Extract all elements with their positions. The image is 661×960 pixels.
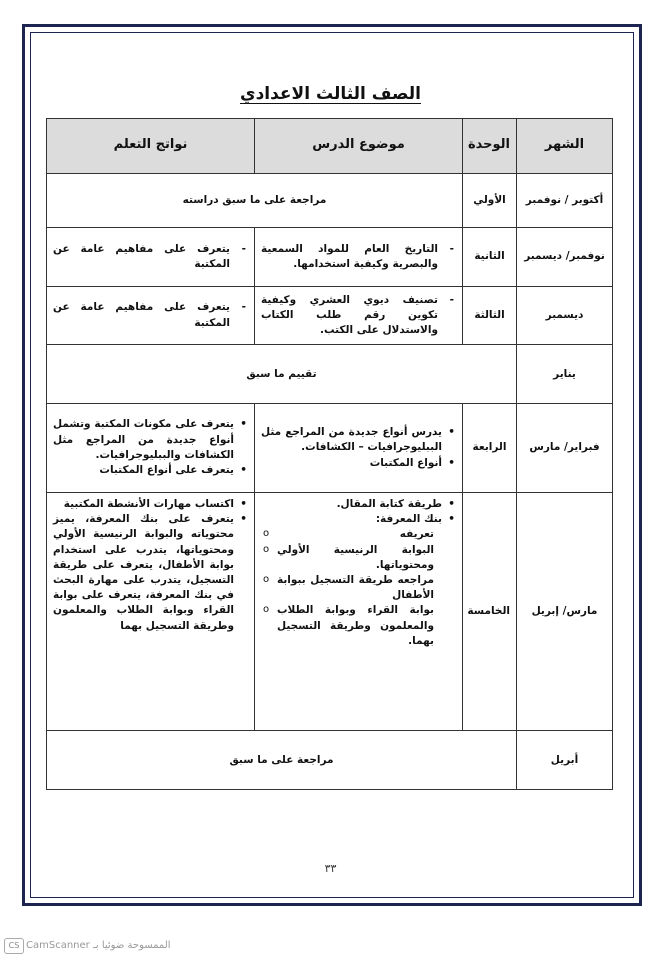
month-cell: فبراير/ مارس xyxy=(517,403,613,492)
list-item-label: بنك المعرفة: xyxy=(375,513,442,526)
scanner-watermark-text: الممسوحة ضوئيا بـ CamScanner xyxy=(26,940,171,951)
month-cell: ديسمبر xyxy=(517,286,613,345)
table-row xyxy=(47,492,613,730)
list-item: • يدرس أنواع جديدة من المراجع مثل الببليوجرافيات – الكشافات. xyxy=(261,425,456,455)
month-cell: مارس/ إبريل xyxy=(517,492,613,730)
list-item: - التاريخ العام للمواد السمعية والبصرية وكيفية استخدامها. xyxy=(261,242,456,272)
header-outcomes: نواتج التعلم xyxy=(47,119,255,174)
sub-list xyxy=(261,527,442,649)
sub-list-item: o البوابة الرنيسية الأولي ومحتوياتها. xyxy=(261,543,442,573)
topic-cell xyxy=(255,492,463,730)
page-number: ٣٣ xyxy=(324,862,337,875)
unit-cell: الثالثة xyxy=(463,286,517,345)
outcome-cell xyxy=(47,403,255,492)
table-row xyxy=(47,731,613,790)
month-cell: أكتوبر / نوفمبر xyxy=(517,173,613,228)
table-header-row xyxy=(47,119,613,174)
month-cell: نوفمبر/ ديسمبر xyxy=(517,228,613,287)
scanner-footer xyxy=(0,932,661,960)
outcome-cell xyxy=(47,492,255,730)
table-row xyxy=(47,345,613,404)
table-row xyxy=(47,403,613,492)
list-item: • طريقة كتابة المقال. xyxy=(261,497,456,512)
outcome-cell xyxy=(47,286,255,345)
header-month: الشهر xyxy=(517,119,613,174)
topic-cell xyxy=(255,403,463,492)
topic-cell xyxy=(255,228,463,287)
list-item: • يتعرف على بنك المعرفة، يميز محتوياته والبوابة الرنيسية الأولي ومحتوياتها، يتدرب على استخدام بوابة الأطفال، يتعرف على طريقة التسجيل، يتدرب على مهارة البحث في بنك المعرفة، يتعرف على بوابة القراء وبوابة الطلاب والمعلمون وطريقة التسجيل بهما xyxy=(53,512,248,634)
sub-list-item: o تعريفه xyxy=(261,527,442,542)
sub-list-item: o مراجعه طريقة التسجيل ببوابة الأطفال xyxy=(261,573,442,603)
list-item: - يتعرف على مفاهيم عامة عن المكتبة xyxy=(53,242,248,272)
page-title xyxy=(0,84,661,104)
list-item: • اكتساب مهارات الأنشطة المكتبية xyxy=(53,497,248,512)
sub-list-item: o بوابة القراء وبوابة الطلاب والمعلمون وطريقة التسجيل بهما. xyxy=(261,603,442,649)
outcome-cell xyxy=(47,228,255,287)
unit-cell: الثانية xyxy=(463,228,517,287)
header-unit: الوحدة xyxy=(463,119,517,174)
list-item: - تصنيف ديوي العشري وكيفية تكوين رقم طلب الكتاب والاستدلال على الكتب. xyxy=(261,293,456,339)
camscanner-logo-icon: CS xyxy=(4,938,24,954)
list-item: • يتعرف على أنواع المكتبات xyxy=(53,463,248,478)
topic-cell xyxy=(255,286,463,345)
month-cell: أبريل xyxy=(517,731,613,790)
list-item: • أنواع المكتبات xyxy=(261,456,456,471)
unit-cell: الرابعة xyxy=(463,403,517,492)
header-topic: موضوع الدرس xyxy=(255,119,463,174)
table-row xyxy=(47,228,613,287)
unit-cell: الأولي xyxy=(463,173,517,228)
page-title-text: الصف الثالث الاعدادي xyxy=(239,84,421,104)
table-row xyxy=(47,173,613,228)
unit-cell: الخامسة xyxy=(463,492,517,730)
month-cell: يناير xyxy=(517,345,613,404)
list-item xyxy=(261,512,456,649)
list-item: • يتعرف على مكونات المكتبة وتشمل أنواع جديدة من المراجع مثل الكشافات والببليوجرافيات. xyxy=(53,417,248,463)
merged-cell: مراجعة على ما سبق دراسته xyxy=(47,173,463,228)
list-item: - يتعرف على مفاهيم عامة عن المكتبة xyxy=(53,300,248,330)
merged-cell: مراجعة على ما سبق xyxy=(47,731,517,790)
curriculum-table xyxy=(46,118,613,790)
merged-cell: تقييم ما سبق xyxy=(47,345,517,404)
table-row xyxy=(47,286,613,345)
